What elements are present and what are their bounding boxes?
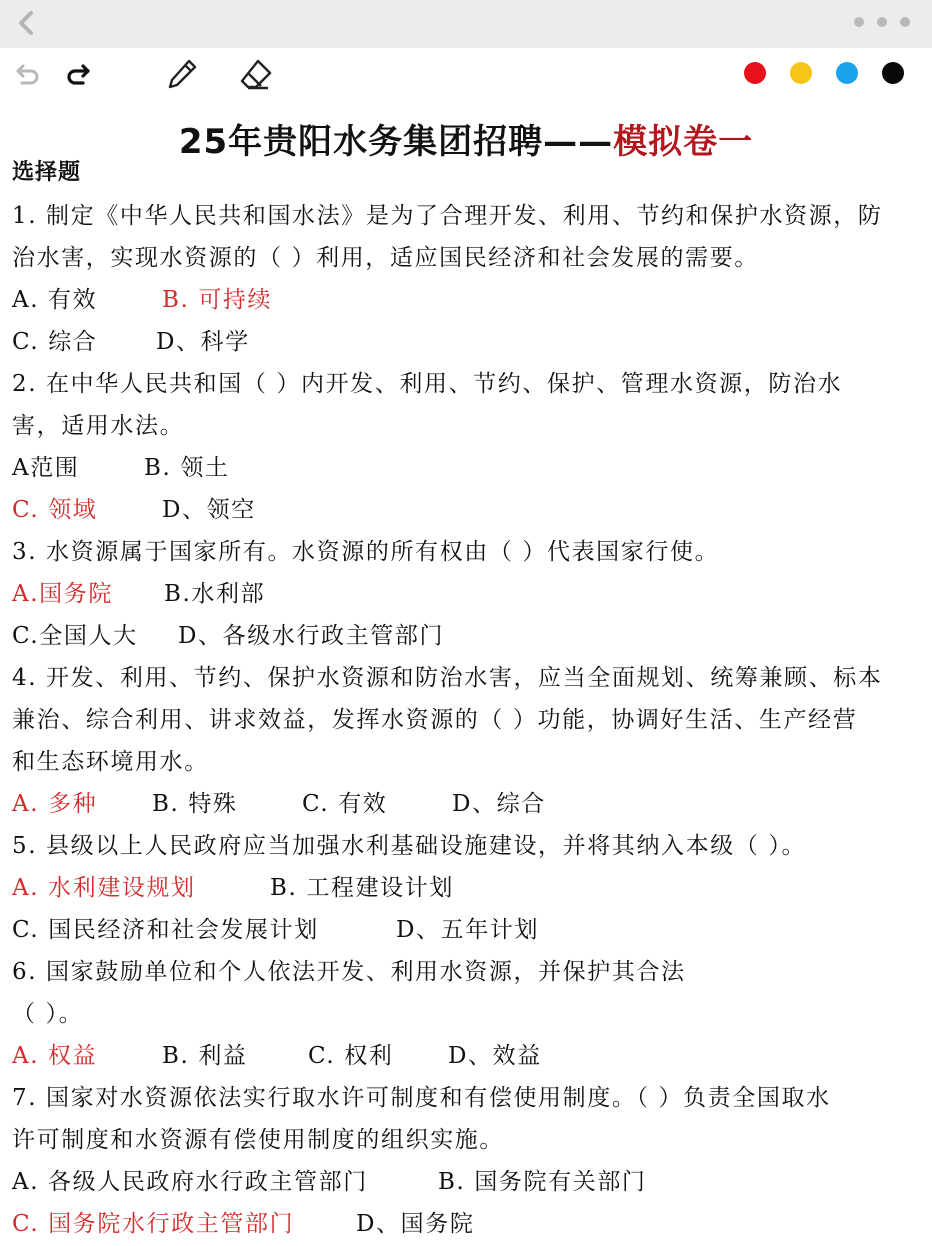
annotation-toolbar: [0, 48, 932, 100]
option-b: B. 特殊: [152, 791, 238, 817]
eraser-tool-button[interactable]: [238, 56, 274, 92]
question-7-text: 7. 国家对水资源依法实行取水许可制度和有偿使用制度。（ ）负责全国取水: [12, 1085, 831, 1111]
option-d: D、五年计划: [396, 917, 540, 943]
more-options-button[interactable]: [854, 12, 910, 32]
question-2-options-ab: [12, 453, 230, 483]
option-c: C. 权利: [308, 1043, 394, 1069]
redo-button[interactable]: [60, 56, 96, 92]
option-b: B. 利益: [162, 1043, 248, 1069]
question-4-options: [12, 789, 546, 819]
option-c-correct: C. 国务院水行政主管部门: [12, 1211, 295, 1237]
option-a: A. 各级人民政府水行政主管部门: [12, 1169, 368, 1195]
document-page: [0, 100, 932, 1246]
option-a-correct: A. 水利建设规划: [12, 875, 196, 901]
pencil-icon: [165, 57, 199, 91]
option-a-correct: A. 权益: [12, 1043, 98, 1069]
question-3-options-cd: [12, 621, 444, 651]
color-swatch-red[interactable]: [744, 62, 766, 84]
option-a-correct: A.国务院: [12, 581, 113, 607]
color-swatch-blue[interactable]: [836, 62, 858, 84]
question-3-text: 3. 水资源属于国家所有。水资源的所有权由（ ）代表国家行使。: [12, 539, 720, 565]
page-title: [0, 114, 932, 163]
question-1-options-ab: [12, 285, 272, 315]
question-3-options-ab: [12, 579, 265, 609]
question-2-options-cd: [12, 495, 256, 525]
section-heading: 选择题: [12, 160, 82, 185]
question-4-text-cont2: 和生态环境用水。: [12, 749, 209, 775]
back-button[interactable]: [10, 7, 42, 39]
more-dot: [877, 17, 887, 27]
option-d: D、国务院: [356, 1211, 475, 1237]
question-5-text: 5. 县级以上人民政府应当加强水利基础设施建设，并将其纳入本级（ ）。: [12, 833, 807, 859]
option-c-correct: C. 领域: [12, 497, 98, 523]
option-b: B.水利部: [164, 581, 266, 607]
option-b: B. 工程建设计划: [270, 875, 454, 901]
question-7-options-cd: [12, 1209, 474, 1239]
question-6-options: [12, 1041, 542, 1071]
eraser-icon: [238, 57, 274, 91]
option-b-correct: B. 可持续: [162, 287, 273, 313]
question-7-text-cont: 许可制度和水资源有偿使用制度的组织实施。: [12, 1127, 504, 1153]
option-c: C. 国民经济和社会发展计划: [12, 917, 319, 943]
title-main: 25年贵阳水务集团招聘——: [178, 122, 614, 162]
option-d: D、效益: [448, 1043, 542, 1069]
undo-button[interactable]: [10, 56, 46, 92]
option-a: A. 有效: [12, 287, 98, 313]
option-d: D、综合: [452, 791, 546, 817]
more-dot: [900, 17, 910, 27]
color-swatch-black[interactable]: [882, 62, 904, 84]
option-a-correct: A. 多种: [12, 791, 98, 817]
option-d: D、科学: [156, 329, 250, 355]
option-c: C.全国人大: [12, 623, 138, 649]
pen-tool-button[interactable]: [164, 56, 200, 92]
question-2-text: 2. 在中华人民共和国（ ）内开发、利用、节约、保护、管理水资源，防治水: [12, 371, 843, 397]
question-1-text-cont: 治水害，实现水资源的（ ）利用，适应国民经济和社会发展的需要。: [12, 245, 759, 271]
option-b: B. 国务院有关部门: [438, 1169, 647, 1195]
question-4-text: 4. 开发、利用、节约、保护水资源和防治水害，应当全面规划、统筹兼顾、标本: [12, 665, 883, 691]
option-c: C. 有效: [302, 791, 388, 817]
undo-icon: [13, 61, 43, 87]
redo-icon: [63, 61, 93, 87]
option-d: D、各级水行政主管部门: [178, 623, 445, 649]
question-2-text-cont: 害，适用水法。: [12, 413, 185, 439]
question-5-options-ab: [12, 873, 454, 903]
question-5-options-cd: [12, 915, 539, 945]
question-1-options-cd: [12, 327, 250, 357]
question-6-text: 6. 国家鼓励单位和个人依法开发、利用水资源，并保护其合法: [12, 959, 686, 985]
question-4-text-cont: 兼治、综合利用、讲求效益，发挥水资源的（ ）功能，协调好生活、生产经营: [12, 707, 858, 733]
color-swatch-yellow[interactable]: [790, 62, 812, 84]
more-dot: [854, 17, 864, 27]
chevron-left-icon: [15, 10, 37, 36]
title-accent: 模拟卷一: [613, 122, 754, 162]
question-7-options-ab: [12, 1167, 647, 1197]
option-d: D、领空: [162, 497, 256, 523]
option-a: A范围: [12, 455, 80, 481]
option-b: B. 领土: [144, 455, 230, 481]
option-c: C. 综合: [12, 329, 98, 355]
top-bar: [0, 0, 932, 49]
question-6-text-cont: （ ）。: [12, 1001, 84, 1027]
question-1-text: 1. 制定《中华人民共和国水法》是为了合理开发、利用、节约和保护水资源，防: [12, 203, 883, 229]
